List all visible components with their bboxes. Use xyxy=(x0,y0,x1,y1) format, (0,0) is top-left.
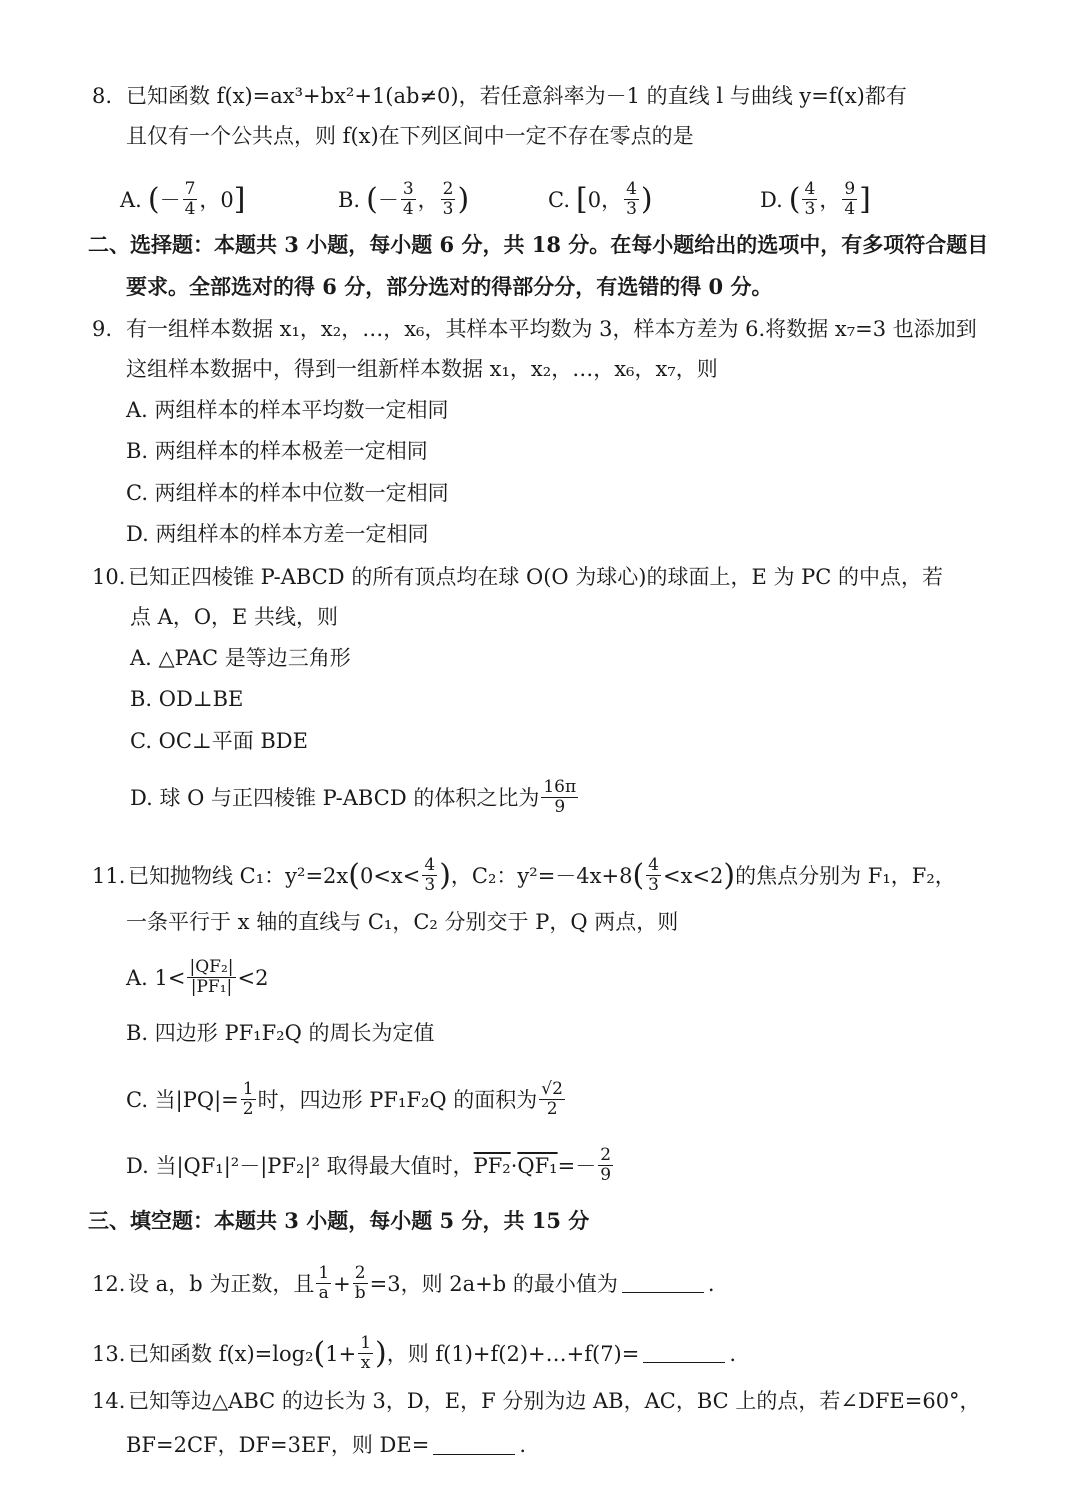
q8-option-d-label: D. xyxy=(760,187,783,212)
q9-option-c: C. 两组样本的样本中位数一定相同 xyxy=(126,481,449,505)
q12-head: 设 a，b 为正数，且 xyxy=(128,1271,315,1296)
q11-option-a: A. 1< $\frac{\text{|QF₂|}}{\text{|PF₁|}}$ <2 xyxy=(126,957,269,997)
q12-line: 12. 设 a，b 为正数，且 $\frac{1}{a}$ + $\frac{2}{b}$ =3，则 2a+b 的最小值为 . xyxy=(92,1263,715,1303)
q8-line1 xyxy=(92,83,907,109)
q8-number: 8. xyxy=(92,84,113,108)
q11-option-c: C. 当|PQ|= $\frac{1}{2}$ 时，四边形 PF₁F₂Q 的面积为 $\frac{√2}{2}$ xyxy=(126,1079,563,1119)
q11-number: 11. xyxy=(92,863,126,888)
q11-vector-qf1: QF₁ xyxy=(517,1153,558,1178)
q11-dot: · xyxy=(510,1153,518,1178)
q9-line2 xyxy=(126,356,718,382)
q10-line2 xyxy=(130,604,338,630)
q10-option-d-text: D. 球 O 与正四棱锥 P-ABCD 的体积之比为 xyxy=(130,785,540,810)
q9-stem-1: 有一组样本数据 x₁，x₂，…，x₆，其样本平均数为 3，样本方差为 6.将数据 x₇=3 也添加到 xyxy=(126,317,977,341)
q13-head: 已知函数 f(x)=log₂ xyxy=(128,1341,314,1366)
q14-line1 xyxy=(92,1388,981,1414)
q8-options xyxy=(120,170,886,220)
q9-option-b: B. 两组样本的样本极差一定相同 xyxy=(126,439,428,463)
q10-option-c: C. OC⊥平面 BDE xyxy=(130,729,308,753)
q12-answer-blank[interactable] xyxy=(622,1274,704,1293)
q8-option-a-frac: $\frac{7}{4}$ xyxy=(184,179,196,219)
q10-option-b: B. OD⊥BE xyxy=(130,687,244,711)
q10-option-d-frac: $\frac{16\pi}{9}$ xyxy=(543,777,577,817)
q11-option-a-head: A. 1< xyxy=(126,965,186,990)
q9-stem-2: 这组样本数据中，得到一组新样本数据 x₁，x₂，…，x₆，x₇，则 xyxy=(126,357,718,381)
q10-line1 xyxy=(92,564,943,590)
section2-header-line1 xyxy=(88,232,988,258)
q10-stem-2: 点 A，O，E 共线，则 xyxy=(130,605,339,629)
q9-option-d: D. 两组样本的样本方差一定相同 xyxy=(126,522,429,546)
q8-option-a-label: A. xyxy=(120,187,142,212)
q11-line2 xyxy=(126,909,678,935)
q11-c2-range: <x<2 xyxy=(663,863,724,888)
q11-c1-def: 已知抛物线 C₁：y²=2x xyxy=(128,863,349,888)
q11-c1-range: 0<x< xyxy=(359,863,421,888)
q11-option-c-head: C. 当|PQ|= xyxy=(126,1087,239,1112)
q13-line: 13. 已知函数 f(x)=log₂ ( 1+ $\frac{1}{x}$ ) ，则 f(1)+f(2)+…+f(7)= . xyxy=(92,1333,737,1373)
q13-tail: ，则 f(1)+f(2)+…+f(7)= xyxy=(386,1341,640,1366)
q14-line2: BF=2CF，DF=3EF，则 DE= . xyxy=(126,1433,526,1457)
q11-foci: 的焦点分别为 F₁，F₂， xyxy=(735,863,956,888)
q10-option-a: A. △PAC 是等边三角形 xyxy=(130,646,351,670)
q11-c2-def: ，C₂：y²=－4x+8 xyxy=(450,863,633,888)
q9-option-a: A. 两组样本的样本平均数一定相同 xyxy=(126,398,449,422)
section3-title: 三、填空题：本题共 3 小题，每小题 5 分，共 15 分 xyxy=(88,1208,590,1233)
q10-number: 10. xyxy=(92,565,126,589)
q14-stem-1: 已知等边△ABC 的边长为 3，D，E，F 分别为边 AB，AC，BC 上的点，若∠DFE=60°， xyxy=(128,1389,981,1413)
q8-option-c: C. [ 0， $\frac{4}{3}$ ) xyxy=(548,179,653,219)
q8-option-a: A. ( － $\frac{7}{4}$ ，0 ] xyxy=(120,179,246,219)
q11-line1: 11. 已知抛物线 C₁：y²=2x ( 0<x< $\frac{4}{3}$ ) ，C₂：y²=－4x+8 ( $\frac{4}{3}$ <x<2 ) 的焦点分别为 F₁，F₂， xyxy=(92,855,956,895)
q8-stem-2: 且仅有一个公共点，则 f(x)在下列区间中一定不存在零点的是 xyxy=(126,124,694,148)
q12-tail: =3，则 2a+b 的最小值为 xyxy=(369,1271,618,1296)
q8-line2 xyxy=(126,123,694,149)
q11-option-d-head: D. 当|QF₁|²－|PF₂|² 取得最大值时， xyxy=(126,1153,474,1178)
q9-number: 9. xyxy=(92,317,113,341)
q8-option-c-label: C. xyxy=(548,187,570,212)
q8-option-b: B. ( － $\frac{3}{4}$ ， $\frac{2}{3}$ ) xyxy=(338,179,470,219)
q11-stem-2: 一条平行于 x 轴的直线与 C₁，C₂ 分别交于 P，Q 两点，则 xyxy=(126,910,679,934)
q14-number: 14. xyxy=(92,1389,126,1413)
q13-answer-blank[interactable] xyxy=(643,1344,725,1363)
q11-vector-pf2: PF₂ xyxy=(473,1153,511,1178)
q11-option-a-tail: <2 xyxy=(237,965,269,990)
q11-option-c-mid: 时，四边形 PF₁F₂Q 的面积为 xyxy=(257,1087,538,1112)
q11-option-d-eq: =－ xyxy=(557,1153,597,1178)
q12-number: 12. xyxy=(92,1271,126,1296)
q8-option-b-label: B. xyxy=(338,187,361,212)
section3-header xyxy=(88,1208,589,1234)
q9-line1 xyxy=(92,316,977,342)
section2-instructions: 要求。全部选对的得 6 分，部分选对的得部分分，有选错的得 0 分。 xyxy=(126,274,773,299)
q8-option-d: D. ( $\frac{4}{3}$ ， $\frac{9}{4}$ ] xyxy=(760,179,871,219)
q11-option-d: D. 当|QF₁|²－|PF₂|² 取得最大值时， PF₂ · QF₁ =－ $\frac{2}{9}$ xyxy=(126,1145,612,1185)
q8-stem-1: 已知函数 f(x)=ax³+bx²+1(ab≠0)，若任意斜率为－1 的直线 l 与曲线 y=f(x)都有 xyxy=(126,84,907,108)
q8-option-a-tail: ，0 xyxy=(199,187,234,212)
q13-number: 13. xyxy=(92,1341,126,1366)
q10-stem-1: 已知正四棱锥 P-ABCD 的所有顶点均在球 O(O 为球心)的球面上，E 为 PC 的中点，若 xyxy=(128,565,944,589)
q11-option-b: B. 四边形 PF₁F₂Q 的周长为定值 xyxy=(126,1021,435,1045)
q14-answer-blank[interactable] xyxy=(433,1436,515,1455)
q14-stem-2: BF=2CF，DF=3EF，则 DE= xyxy=(126,1433,430,1457)
section2-header-line2 xyxy=(126,274,772,300)
q10-option-d xyxy=(130,778,580,817)
section2-title: 二、选择题：本题共 3 小题，每小题 6 分，共 18 分。在每小题给出的选项中，有多项符合题目 xyxy=(88,232,989,257)
